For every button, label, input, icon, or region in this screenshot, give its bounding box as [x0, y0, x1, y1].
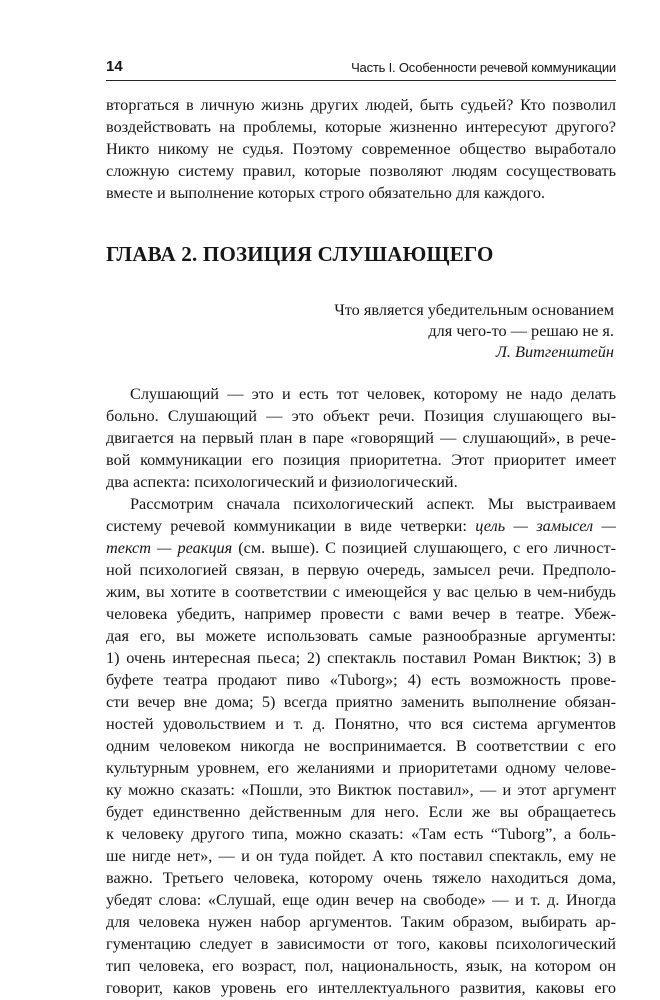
body-line: к человеку другого типа, можно сказать: «Там есть “Tuborg”, а боль-: [106, 824, 616, 843]
body-line: одним человеком никогда не воспринимается. В соответствии с его: [106, 736, 616, 755]
epigraph-author: Л. Витгенштейн: [495, 342, 614, 361]
body-line: тип человека, его возраст, пол, национальность, язык, на котором он: [106, 956, 616, 975]
body-line: сти вечер вне дома; 5) всегда приятно заменить выполнение обязан-: [106, 692, 616, 711]
chapter-title: ГЛАВА 2. ПОЗИЦИЯ СЛУШАЮЩЕГО: [106, 242, 494, 266]
body-line: для человека нужен набор аргументов. Таким образом, выбирать ар-: [106, 912, 616, 931]
body-line: дая его, вы можете использовать самые разнообразные аргументы:: [106, 626, 616, 645]
body-line: важно. Третьего человека, которому очень тяжело находиться дома,: [106, 868, 616, 887]
body-line: ку можно сказать: «Пошли, это Виктюк поставил», — и этот аргумент: [106, 780, 616, 799]
body-line: человека убедить, например провести с вами вечер в театре. Убеж-: [106, 604, 616, 623]
body-line: вой коммуникации его позиция приоритетна. Этот приоритет имеет: [106, 450, 616, 469]
body-line: Слушающий — это и есть тот человек, которому не надо делать: [130, 384, 616, 403]
body-line: вместе и выполнение которых строго обязательно для каждого.: [106, 183, 546, 202]
body-line: 1) очень интересная пьеса; 2) спектакль поставил Роман Виктюк; 3) в: [106, 648, 616, 667]
body-line: жим, вы хотите в соответствии с имеющейся у вас целью в чем-нибудь: [106, 582, 616, 601]
body-line: будет единственно действенным для него. Если же вы обращаетесь: [106, 802, 616, 821]
body-line: гументацию следует в зависимости от того, каковы психологический: [106, 934, 616, 953]
body-text: систему речевой коммуникации в виде четверки:: [106, 516, 476, 535]
body-line: ностей удовольствием и т. д. Понятно, что вся система аргументов: [106, 714, 616, 733]
body-line: ше нигде нет», — и он туда пойдет. А кто поставил спектакль, ему не: [106, 846, 616, 865]
body-line: ной психологией связан, в первую очередь, замысел речи. Предполо-: [106, 560, 616, 579]
epigraph-line: Что является убедительным основанием: [334, 300, 614, 319]
italic-term: цель — замысел —: [475, 516, 616, 535]
running-head: Часть I. Особенности речевой коммуникации: [351, 60, 616, 75]
body-line: буфете театра продают пиво «Tuborg»; 4) есть возможность прове-: [106, 670, 616, 689]
body-line: Рассмотрим сначала психологический аспект. Мы выстраиваем: [130, 494, 616, 513]
body-line: сложную систему правил, которые позволяют людям сосуществовать: [106, 161, 616, 180]
body-text: (см. выше). С позицией слушающего, с его личност-: [232, 538, 616, 557]
body-line: два аспекта: психологический и физиологический.: [106, 472, 458, 491]
body-line: двигается на первый план в паре «говорящий — слушающий», в рече-: [106, 428, 616, 447]
epigraph-line: для чего-то — решаю не я.: [428, 321, 614, 340]
body-line: говорит, каков уровень его интеллектуального развития, каковы его: [106, 978, 616, 997]
body-line: вторгаться в личную жизнь других людей, быть судьей? Кто позволил: [106, 95, 616, 114]
body-line: убедят слова: «Слушай, еще один вечер на свободе» — и т. д. Иногда: [106, 890, 616, 909]
body-line: культурным уровнем, его желаниями и приоритетами одному челове-: [106, 758, 616, 777]
body-line: Никто никому не судья. Поэтому современное общество выработало: [106, 139, 616, 158]
body-line: [106, 516, 616, 536]
body-line: [106, 538, 616, 558]
body-line: воздействовать на проблемы, которые жизненно интересуют другого?: [106, 117, 616, 136]
page-number: 14: [106, 58, 123, 75]
body-line: больно. Слушающий — это объект речи. Позиция слушающего вы-: [106, 406, 616, 425]
italic-term: текст — реакция: [106, 538, 233, 557]
page-header: [106, 54, 616, 81]
